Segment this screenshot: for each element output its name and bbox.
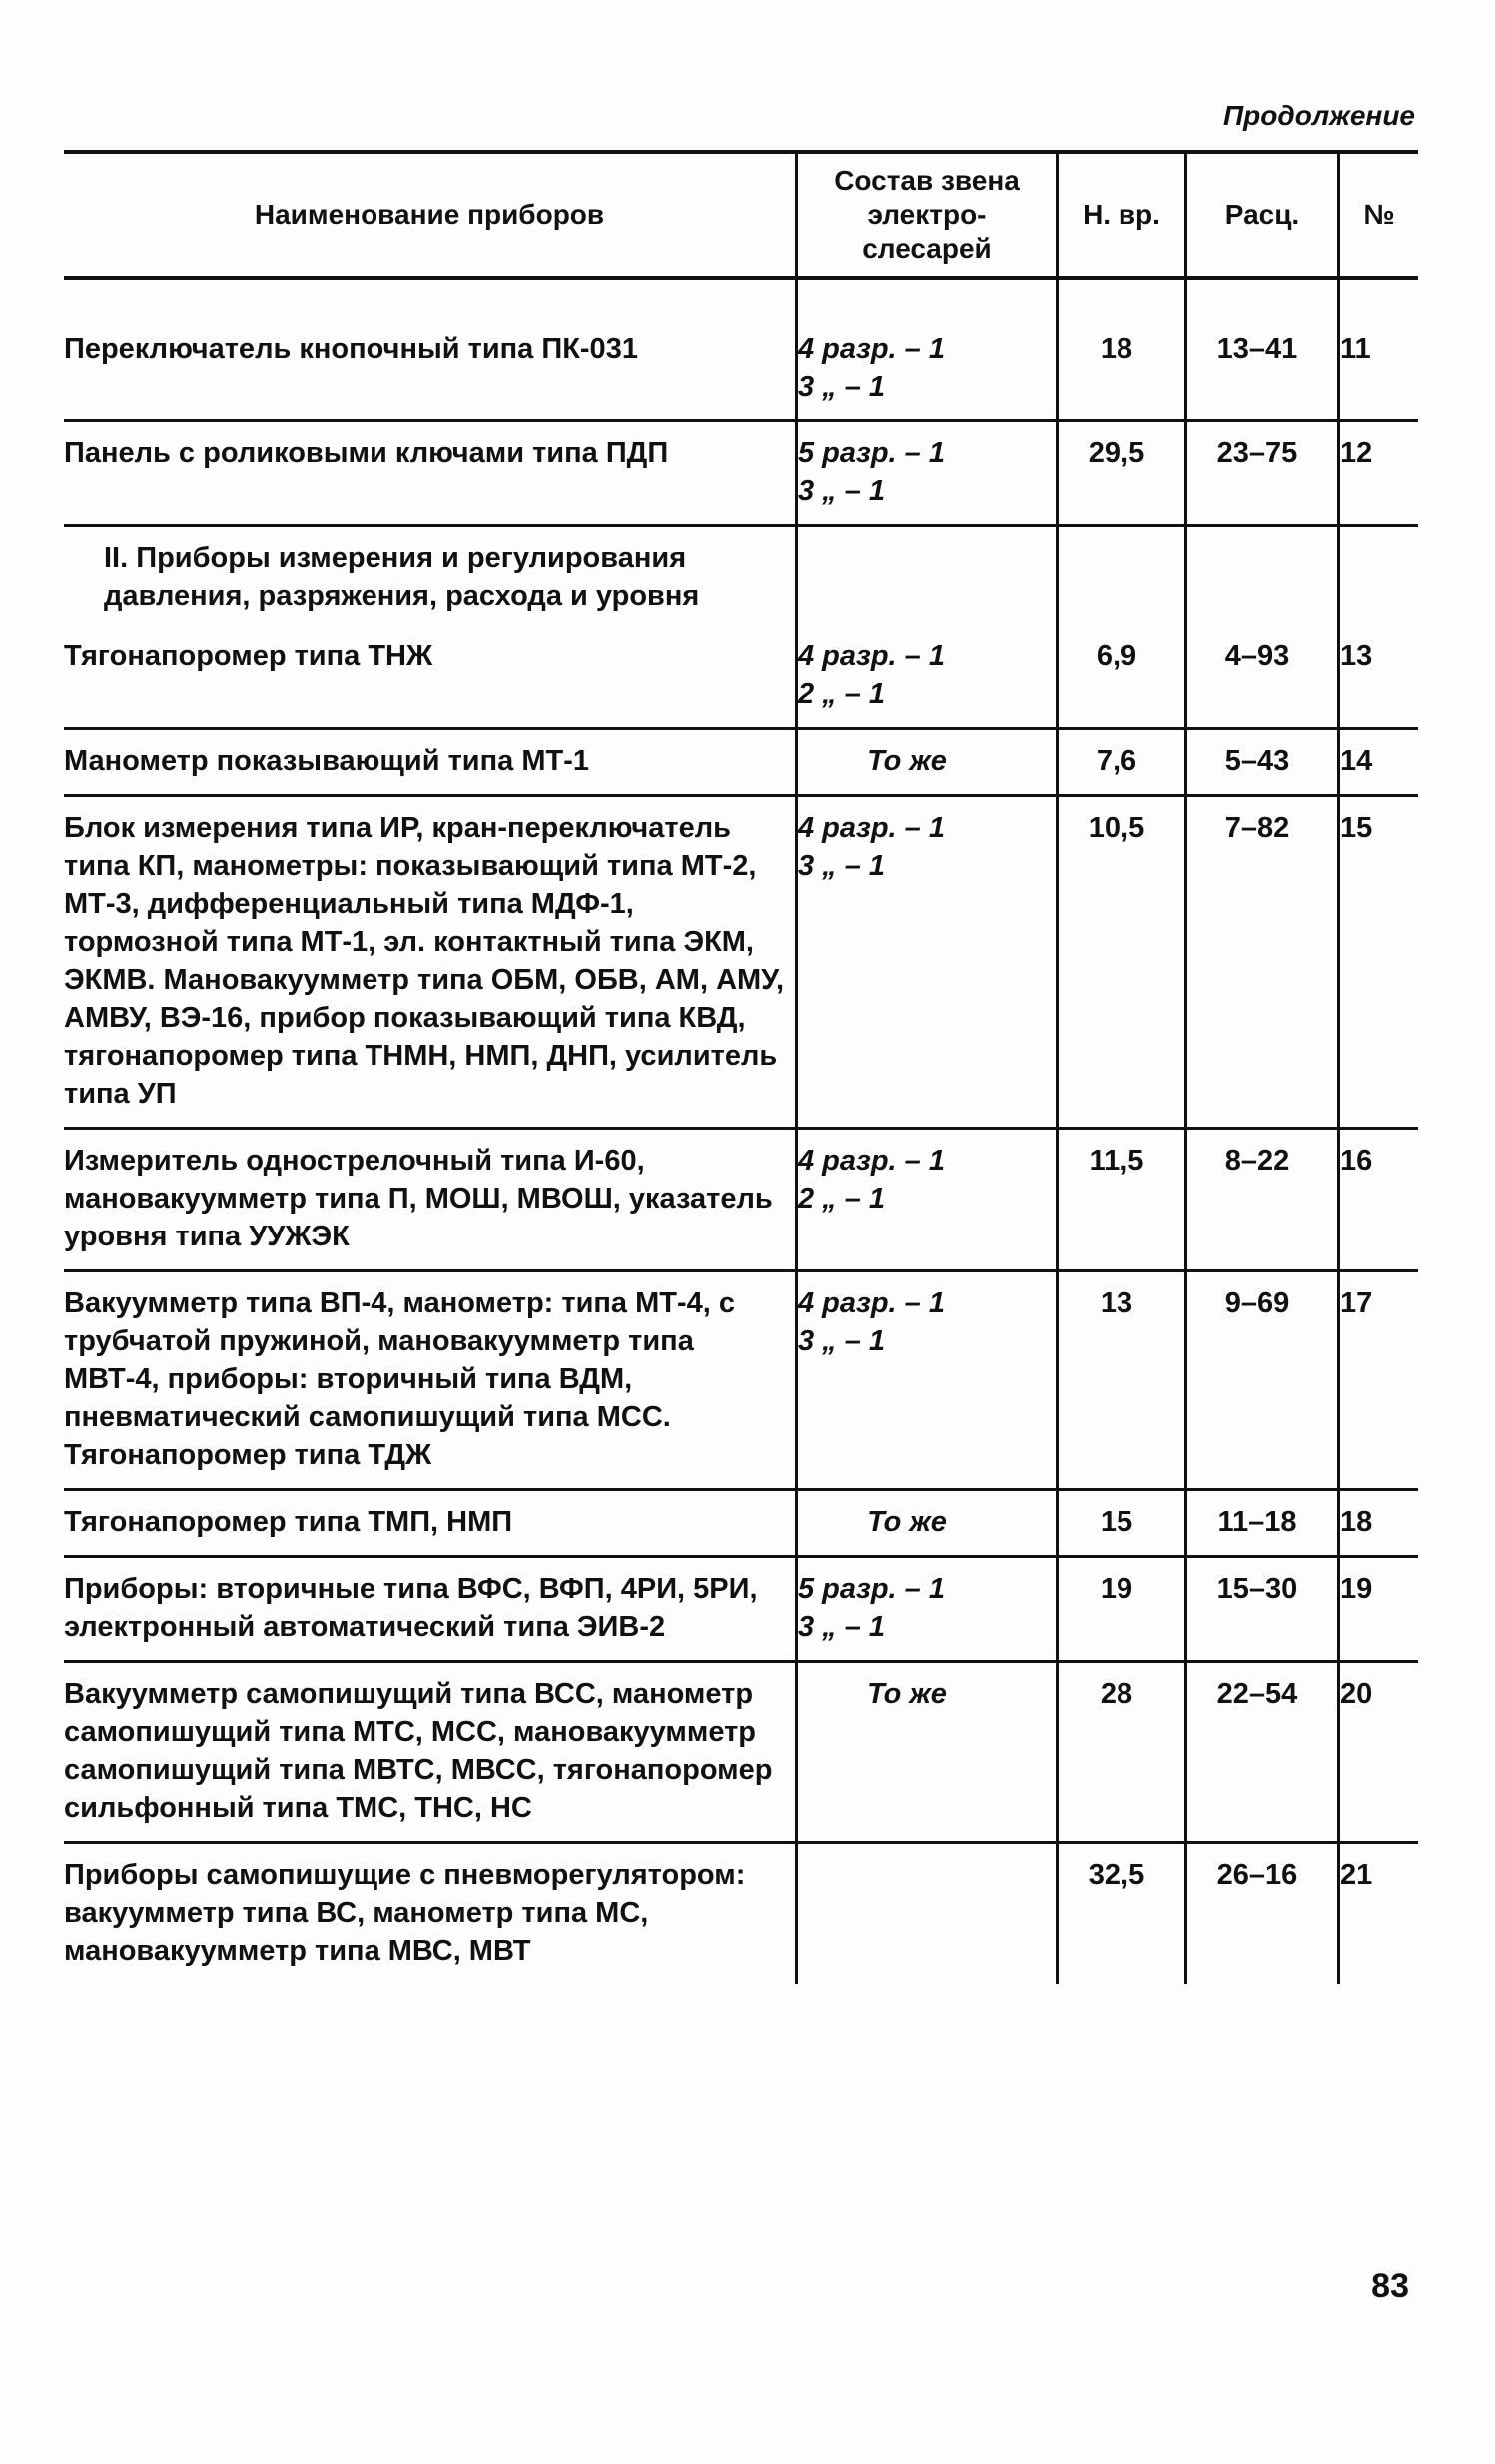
row-num: 16 [1339, 1129, 1419, 1271]
row-norm: 13 [1058, 1271, 1186, 1490]
row-name: Манометр показывающий типа МТ-1 [64, 729, 797, 796]
row-num: 14 [1339, 729, 1419, 796]
row-num: 12 [1339, 421, 1419, 526]
table-row [64, 1271, 1418, 1490]
row-rate: 9–69 [1186, 1271, 1339, 1490]
row-name: Тягонапоромер типа ТМП, НМП [64, 1490, 797, 1557]
row-name-text: Тягонапоромер типа ТНЖ [64, 640, 433, 672]
row-rate: 26–16 [1186, 1843, 1339, 1985]
row-crew: То же [797, 1662, 1058, 1843]
row-rate: 8–22 [1186, 1129, 1339, 1271]
table-row [64, 526, 1418, 729]
row-num: 17 [1339, 1271, 1419, 1490]
row-crew: То же [797, 729, 1058, 796]
table-row [64, 1557, 1418, 1662]
row-crew: То же [797, 1490, 1058, 1557]
row-crew: 4 разр. – 1 3 „ – 1 [797, 278, 1058, 421]
row-num: 21 [1339, 1843, 1419, 1985]
row-norm: 29,5 [1058, 421, 1186, 526]
row-name: Вакуумметр типа ВП-4, манометр: типа МТ-4, с трубчатой пружиной, мановакуумметр типа МВТ-4, приборы: вторичный типа ВДМ, пневматический самопишущий типа МСС. Тягонапоромер типа ТДЖ [64, 1271, 797, 1490]
row-crew: 4 разр. – 1 3 „ – 1 [797, 796, 1058, 1129]
row-name: Вакуумметр самопишущий типа ВСС, манометр самопишущий типа МТС, МСС, мановакуумметр самопишущий типа МВТС, МВСС, тягонапоромер сильфонный типа ТМС, ТНС, НС [64, 1662, 797, 1843]
row-crew: 5 разр. – 1 3 „ – 1 [797, 1557, 1058, 1662]
row-name: Измеритель однострелочный типа И-60, мановакуумметр типа П, МОШ, МВОШ, указатель уровня типа УУЖЭК [64, 1129, 797, 1271]
row-crew: 4 разр. – 1 2 „ – 1 [797, 526, 1058, 729]
row-name: Панель с роликовыми ключами типа ПДП [64, 421, 797, 526]
header-name: Наименование приборов [64, 152, 797, 278]
row-norm: 6,9 [1058, 526, 1186, 729]
header-rate: Расц. [1186, 152, 1339, 278]
row-rate: 4–93 [1186, 526, 1339, 729]
row-name: Блок измерения типа ИР, кран-переключатель типа КП, манометры: показывающий типа МТ-2, МТ-3, дифференциальный типа МДФ-1, тормозной типа МТ-1, эл. контактный типа ЭКМ, ЭКМВ. Мановакуумметр типа ОБМ, ОБВ, АМ, АМУ, АМВУ, ВЭ-16, прибор показывающий типа КВД, тягонапоромер типа ТНМН, НМП, ДНП, усилитель типа УП [64, 796, 797, 1129]
row-num: 18 [1339, 1490, 1419, 1557]
row-norm: 32,5 [1058, 1843, 1186, 1985]
table-row [64, 1129, 1418, 1271]
row-norm: 11,5 [1058, 1129, 1186, 1271]
continuation-label: Продолжение [1223, 100, 1415, 131]
row-rate: 7–82 [1186, 796, 1339, 1129]
row-norm: 15 [1058, 1490, 1186, 1557]
row-norm: 28 [1058, 1662, 1186, 1843]
row-name: Переключатель кнопочный типа ПК-031 [64, 278, 797, 421]
row-rate: 13–41 [1186, 278, 1339, 421]
table-row [64, 1490, 1418, 1557]
row-rate: 11–18 [1186, 1490, 1339, 1557]
table-row [64, 278, 1418, 421]
row-norm: 10,5 [1058, 796, 1186, 1129]
table-row [64, 1843, 1418, 1985]
row-num: 15 [1339, 796, 1419, 1129]
row-rate: 22–54 [1186, 1662, 1339, 1843]
table-row [64, 796, 1418, 1129]
row-norm: 18 [1058, 278, 1186, 421]
table-row [64, 729, 1418, 796]
row-rate: 15–30 [1186, 1557, 1339, 1662]
section-heading: II. Приборы измерения и регулирования давления, разряжения, расхода и уровня [104, 542, 700, 612]
row-rate: 23–75 [1186, 421, 1339, 526]
row-crew [797, 1843, 1058, 1985]
table-header [64, 152, 1418, 278]
header-norm: Н. вр. [1058, 152, 1186, 278]
row-crew: 5 разр. – 1 3 „ – 1 [797, 421, 1058, 526]
header-num: № [1339, 152, 1419, 278]
row-num: 20 [1339, 1662, 1419, 1843]
row-name: Приборы самопишущие с пневморегулятором: вакуумметр типа ВС, манометр типа МС, мановакуумметр типа МВС, МВТ [64, 1859, 746, 1967]
page-number: 83 [1371, 2267, 1409, 2305]
table-row [64, 421, 1418, 526]
row-name [64, 526, 797, 729]
row-num: 13 [1339, 526, 1419, 729]
row-norm: 19 [1058, 1557, 1186, 1662]
header-crew: Состав звена электро- слесарей [797, 152, 1058, 278]
row-crew: 4 разр. – 1 2 „ – 1 [797, 1129, 1058, 1271]
table-row [64, 1662, 1418, 1843]
row-name: Приборы: вторичные типа ВФС, ВФП, 4РИ, 5РИ, электронный автоматический типа ЭИВ-2 [64, 1557, 797, 1662]
norms-table [64, 150, 1418, 1984]
row-norm: 7,6 [1058, 729, 1186, 796]
row-num: 11 [1339, 278, 1419, 421]
row-crew: 4 разр. – 1 3 „ – 1 [797, 1271, 1058, 1490]
row-num: 19 [1339, 1557, 1419, 1662]
row-rate: 5–43 [1186, 729, 1339, 796]
